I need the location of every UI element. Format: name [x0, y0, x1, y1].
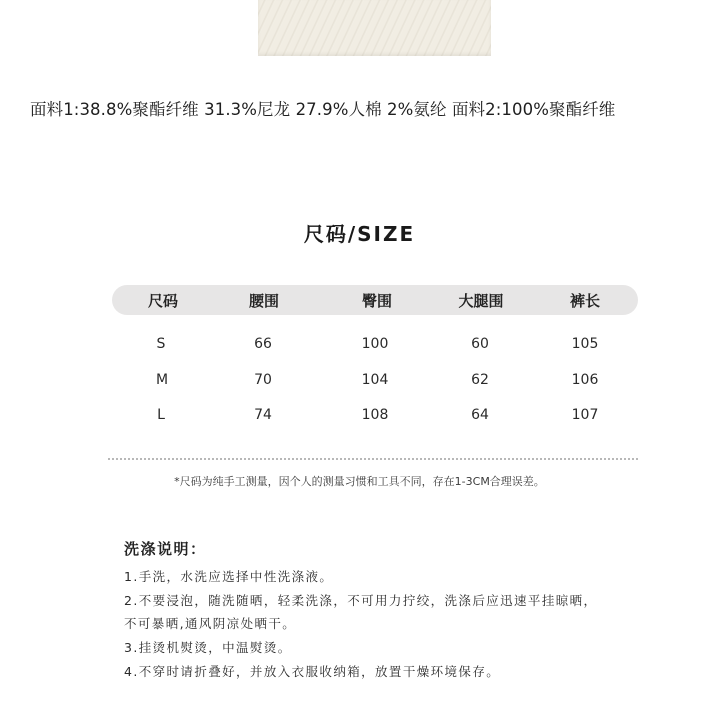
cell-size: S [156, 336, 166, 352]
header-length: 裤长 [569, 292, 600, 310]
cell-length: 105 [571, 336, 599, 352]
header-size: 尺码 [147, 292, 178, 310]
care-line: 1.手洗，水洗应选择中性洗涤液。 [124, 569, 334, 584]
cell-length: 107 [571, 407, 599, 423]
care-line: 4.不穿时请折叠好，并放入衣服收纳箱，放置干燥环境保存。 [124, 664, 501, 679]
cell-thigh: 62 [471, 372, 489, 388]
cell-hip: 100 [361, 336, 389, 352]
dotted-divider [108, 458, 638, 460]
care-line: 不可暴晒,通风阴凉处晒干。 [124, 616, 297, 631]
cell-waist: 70 [254, 372, 272, 388]
measurement-note: *尺码为纯手工测量，因个人的测量习惯和工具不同，存在1-3CM合理误差。 [174, 475, 545, 488]
cell-hip: 108 [361, 407, 389, 423]
care-instructions-title: 洗涤说明： [124, 540, 207, 558]
cell-size: M [155, 372, 169, 388]
care-line: 3.挂烫机熨烫，中温熨烫。 [124, 640, 292, 655]
cell-thigh: 64 [471, 407, 489, 423]
cell-thigh: 60 [471, 336, 489, 352]
cell-waist: 66 [254, 336, 272, 352]
material-composition: 面料1:38.8%聚酯纤维 31.3%尼龙 27.9%人棉 2%氨纶 面料2:100%聚酯纤维 [30, 100, 616, 119]
cell-hip: 104 [361, 372, 389, 388]
care-line: 2.不要浸泡，随洗随晒，轻柔洗涤，不可用力拧绞，洗涤后应迅速平挂晾晒， [124, 593, 598, 608]
cell-size: L [157, 407, 165, 423]
size-chart-title: 尺码/SIZE [303, 222, 416, 246]
header-hip: 臀围 [361, 292, 392, 310]
cell-waist: 74 [254, 407, 272, 423]
cell-length: 106 [571, 372, 599, 388]
header-thigh: 大腿围 [458, 292, 504, 310]
header-waist: 腰围 [248, 292, 279, 310]
fabric-swatch-image [258, 0, 491, 56]
